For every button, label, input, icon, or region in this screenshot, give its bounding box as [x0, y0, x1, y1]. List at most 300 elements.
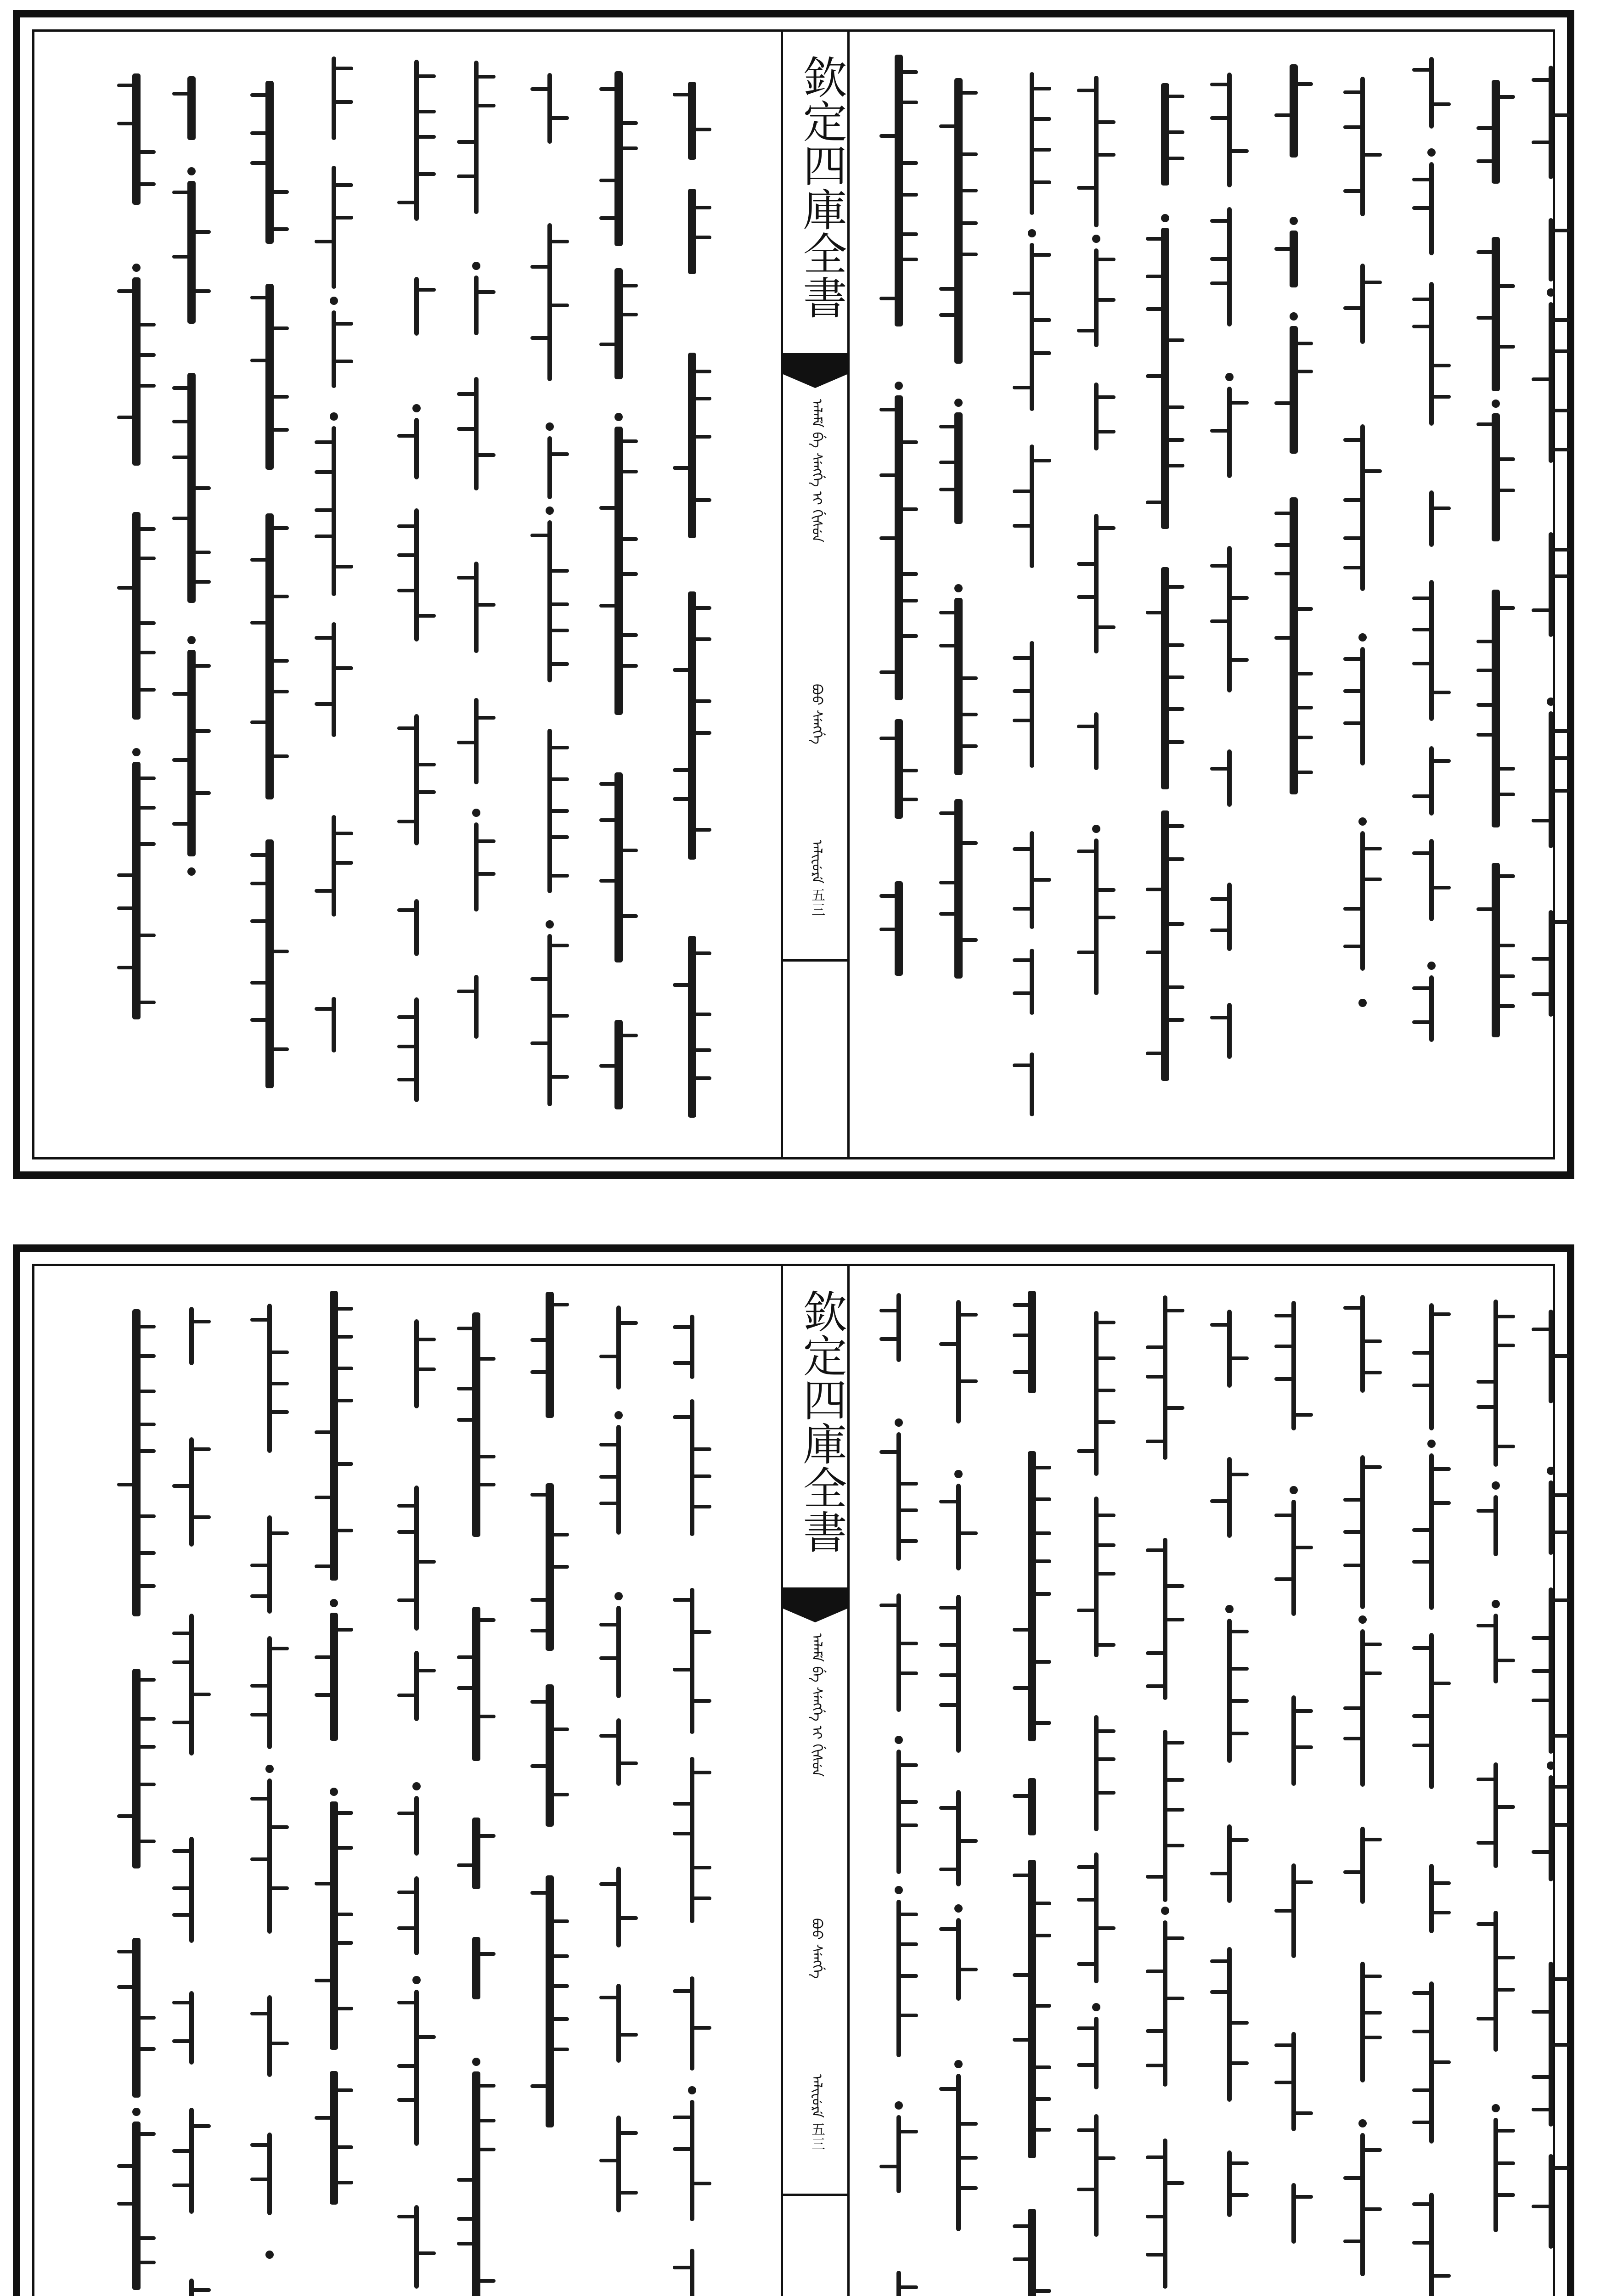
- script-word: [1224, 1619, 1235, 1763]
- script-word: [613, 1020, 624, 1109]
- script-word: [613, 1425, 624, 1535]
- script-word: [1357, 1827, 1368, 1904]
- script-word: [1545, 1310, 1556, 1403]
- punctuation-mark: [1357, 633, 1368, 644]
- script-word: [613, 268, 624, 379]
- script-word: [1490, 2118, 1501, 2232]
- punctuation-mark: [544, 506, 555, 518]
- script-word: [1426, 162, 1437, 255]
- script-word: [613, 1718, 624, 1786]
- script-word: [1426, 839, 1437, 921]
- script-word: [687, 189, 698, 274]
- script-word: [1091, 2114, 1102, 2237]
- script-word: [1288, 231, 1299, 287]
- script-word: [1160, 1295, 1171, 1460]
- page-frame: [32, 1264, 1555, 2296]
- script-word: [1357, 647, 1368, 765]
- script-word: [893, 395, 904, 700]
- script-word: [186, 1991, 197, 2065]
- script-word: [1357, 1629, 1368, 1787]
- script-word: [613, 71, 624, 246]
- script-word: [1288, 2183, 1299, 2244]
- script-word: [131, 73, 142, 205]
- script-word: [1160, 2138, 1171, 2289]
- script-word: [544, 1483, 555, 1651]
- script-word: [1224, 1310, 1235, 1388]
- script-word: [131, 1309, 142, 1616]
- script-word: [1026, 949, 1037, 1015]
- script-word: [1490, 1614, 1501, 1683]
- script-word: [1091, 1497, 1102, 1657]
- script-word: [953, 1918, 964, 2001]
- script-word: [1545, 1775, 1556, 1881]
- script-word: [1288, 1301, 1299, 1430]
- margin-rule: [783, 959, 847, 962]
- script-word: [264, 839, 275, 1088]
- script-word: [893, 1750, 904, 1874]
- script-word: [411, 714, 422, 845]
- script-word: [411, 1990, 422, 2146]
- script-word: [1288, 326, 1299, 454]
- page-spread-top: [13, 10, 1574, 1179]
- script-word: [687, 591, 698, 860]
- punctuation-mark: [186, 867, 197, 878]
- script-word: [687, 353, 698, 538]
- punctuation-mark: [687, 2086, 698, 2097]
- script-word: [411, 277, 422, 336]
- punctuation-mark: [328, 1599, 339, 1610]
- script-word: [1490, 413, 1501, 541]
- script-word: [544, 73, 555, 144]
- script-word: [186, 650, 197, 856]
- script-word: [613, 1867, 624, 1947]
- punctuation-mark: [1426, 962, 1437, 973]
- script-word: [1091, 76, 1102, 227]
- punctuation-mark: [953, 584, 964, 595]
- punctuation-mark: [1490, 400, 1501, 411]
- punctuation-mark: [131, 2108, 142, 2119]
- script-word: [1026, 445, 1037, 568]
- script-word: [544, 223, 555, 381]
- script-word: [264, 81, 275, 244]
- script-word: [1160, 810, 1171, 1081]
- script-word: [186, 1437, 197, 1547]
- script-word: [411, 997, 422, 1102]
- punctuation-mark: [1357, 817, 1368, 828]
- script-word: [1091, 1311, 1102, 1476]
- script-word: [1026, 1451, 1037, 1741]
- script-word: [1426, 2193, 1437, 2296]
- script-word: [471, 276, 482, 335]
- script-word: [687, 82, 698, 160]
- margin-title: 欽定四庫全書: [796, 55, 847, 319]
- script-word: [1224, 1003, 1235, 1059]
- script-word: [544, 1684, 555, 1827]
- script-word: [1545, 1587, 1556, 1754]
- script-word: [893, 2115, 904, 2193]
- script-word: [1545, 302, 1556, 463]
- script-word: [1490, 1495, 1501, 1556]
- script-word: [613, 772, 624, 962]
- script-word: [1357, 77, 1368, 216]
- punctuation-mark: [131, 748, 142, 759]
- script-word: [411, 60, 422, 221]
- punctuation-mark: [1288, 1486, 1299, 1497]
- script-word: [1426, 1303, 1437, 1430]
- script-word: [1357, 1455, 1368, 1609]
- script-word: [893, 881, 904, 976]
- script-word: [893, 719, 904, 819]
- script-word: [1545, 2154, 1556, 2249]
- script-word: [1426, 57, 1437, 129]
- page-spread-bottom: [13, 1244, 1574, 2296]
- script-word: [1026, 243, 1037, 411]
- script-word: [544, 520, 555, 682]
- script-word: [328, 56, 339, 140]
- script-word: [264, 2133, 275, 2215]
- script-word: [328, 310, 339, 388]
- punctuation-mark: [544, 422, 555, 433]
- script-word: [1224, 546, 1235, 692]
- punctuation-mark: [411, 404, 422, 415]
- script-word: [1288, 1500, 1299, 1616]
- script-word: [893, 1293, 904, 1362]
- punctuation-mark: [953, 399, 964, 410]
- script-word: [471, 698, 482, 784]
- script-word: [613, 427, 624, 715]
- punctuation-mark: [1224, 373, 1235, 384]
- script-word: [264, 1995, 275, 2077]
- script-word: [1545, 218, 1556, 281]
- script-word: [1224, 1824, 1235, 1903]
- script-word: [1224, 73, 1235, 187]
- script-word: [471, 2071, 482, 2296]
- script-word: [1224, 1947, 1235, 2102]
- script-word: [264, 1778, 275, 1934]
- script-word: [186, 1307, 197, 1365]
- script-word: [687, 1976, 698, 2071]
- margin-leaf-number: ᠠᠯᡳᡶᡠᡵᡝ 五三: [809, 840, 825, 917]
- script-word: [613, 1606, 624, 1698]
- script-word: [1091, 514, 1102, 653]
- punctuation-mark: [186, 636, 197, 647]
- script-word: [687, 1588, 698, 1734]
- script-word: [1288, 1695, 1299, 1786]
- script-word: [1026, 72, 1037, 215]
- script-word: [1026, 641, 1037, 768]
- margin-leaf-number: ᠠᠯᡳᡶᡠᡵᡝ 五三: [809, 2074, 825, 2152]
- script-word: [1288, 2032, 1299, 2131]
- script-word: [264, 513, 275, 799]
- script-word: [1026, 831, 1037, 929]
- script-word: [893, 1593, 904, 1712]
- script-word: [1545, 66, 1556, 179]
- script-word: [1490, 1762, 1501, 1868]
- script-word: [613, 1984, 624, 2063]
- script-word: [1426, 1864, 1437, 1933]
- script-word: [186, 2108, 197, 2214]
- script-word: [411, 1796, 422, 1856]
- script-word: [1288, 497, 1299, 794]
- punctuation-mark: [1091, 825, 1102, 836]
- script-word: [544, 1875, 555, 2127]
- script-word: [411, 418, 422, 479]
- punctuation-mark: [893, 382, 904, 393]
- punctuation-mark: [411, 1782, 422, 1793]
- script-word: [953, 78, 964, 364]
- punctuation-mark: [471, 809, 482, 820]
- script-word: [1490, 80, 1501, 184]
- script-word: [1426, 1453, 1437, 1610]
- punctuation-mark: [893, 1886, 904, 1897]
- script-word: [1091, 1852, 1102, 1983]
- punctuation-mark: [893, 2101, 904, 2112]
- script-word: [328, 622, 339, 737]
- script-word: [1026, 2209, 1037, 2296]
- punctuation-mark: [1490, 1600, 1501, 1611]
- script-word: [1426, 975, 1437, 1042]
- margin-section: ᠪᠣᠣ ᠰᡝᠩᡤᡝ: [809, 1918, 825, 1979]
- script-word: [1160, 228, 1171, 529]
- script-word: [687, 2100, 698, 2221]
- script-word: [131, 762, 142, 1019]
- punctuation-mark: [1357, 1615, 1368, 1626]
- script-word: [411, 1486, 422, 1631]
- script-word: [613, 2116, 624, 2212]
- script-word: [1091, 383, 1102, 450]
- script-word: [1224, 883, 1235, 951]
- punctuation-mark: [1357, 2119, 1368, 2130]
- script-word: [953, 1484, 964, 1570]
- punctuation-mark: [1160, 214, 1171, 225]
- script-word: [1545, 532, 1556, 637]
- script-word: [1357, 1295, 1368, 1393]
- script-word: [264, 1515, 275, 1614]
- punctuation-mark: [613, 413, 624, 424]
- script-word: [893, 1432, 904, 1561]
- script-word: [1224, 207, 1235, 326]
- script-word: [1545, 711, 1556, 848]
- script-word: [1160, 1538, 1171, 1700]
- punctuation-mark: [1426, 148, 1437, 159]
- script-word: [264, 1636, 275, 1749]
- punctuation-mark: [328, 1788, 339, 1799]
- script-word: [186, 181, 197, 324]
- punctuation-mark: [1490, 1481, 1501, 1492]
- script-word: [471, 1818, 482, 1889]
- script-word: [328, 1613, 339, 1741]
- script-word: [328, 1801, 339, 2050]
- script-word: [186, 1837, 197, 1943]
- punctuation-mark: [613, 1411, 624, 1422]
- script-word: [186, 373, 197, 603]
- page-frame: [32, 29, 1555, 1159]
- punctuation-mark: [131, 264, 142, 275]
- script-word: [264, 1304, 275, 1453]
- script-word: [1426, 1633, 1437, 1789]
- script-word: [893, 2271, 904, 2296]
- margin-volume-title: ᠠᠯᠠᠮᡝ ᠪᡝ ᠰᡝᠩᡤᡝ ᡳ ᡤᡳᠰᡠᠨ: [809, 1633, 825, 1777]
- punctuation-mark: [893, 1736, 904, 1747]
- script-word: [186, 1614, 197, 1756]
- margin-section: ᠪᠣᠣ ᠰᡝᠩᡤᡝ: [809, 684, 825, 744]
- script-word: [411, 1876, 422, 1955]
- script-word: [613, 1306, 624, 1390]
- punctuation-mark: [953, 1904, 964, 1915]
- script-word: [953, 799, 964, 979]
- script-word: [1091, 2017, 1102, 2089]
- script-word: [893, 55, 904, 326]
- script-word: [687, 1399, 698, 1536]
- script-word: [186, 2279, 197, 2296]
- punctuation-mark: [328, 297, 339, 308]
- punctuation-mark: [1426, 1440, 1437, 1451]
- punctuation-mark: [544, 920, 555, 931]
- script-word: [328, 166, 339, 289]
- script-word: [1026, 1778, 1037, 1835]
- punctuation-mark: [893, 1418, 904, 1429]
- script-word: [131, 2122, 142, 2290]
- script-word: [1357, 2133, 1368, 2276]
- script-word: [1426, 282, 1437, 426]
- punctuation-mark: [613, 1592, 624, 1603]
- punctuation-mark: [1545, 1761, 1556, 1773]
- script-word: [186, 76, 197, 140]
- script-word: [131, 1669, 142, 1868]
- center-margin: [781, 1266, 850, 2296]
- script-word: [1490, 237, 1501, 391]
- punctuation-mark: [1545, 288, 1556, 299]
- script-word: [1490, 1300, 1501, 1467]
- script-word: [328, 997, 339, 1052]
- script-word: [687, 2249, 698, 2296]
- script-word: [411, 1651, 422, 1721]
- punctuation-mark: [1160, 1907, 1171, 1918]
- punctuation-mark: [1288, 217, 1299, 228]
- punctuation-mark: [328, 412, 339, 423]
- punctuation-mark: [953, 1470, 964, 1481]
- script-word: [1545, 910, 1556, 1017]
- punctuation-mark: [1091, 235, 1102, 246]
- script-word: [411, 508, 422, 642]
- script-word: [1026, 1860, 1037, 2158]
- script-word: [1160, 1920, 1171, 2087]
- punctuation-mark: [1224, 1605, 1235, 1616]
- script-word: [687, 936, 698, 1118]
- script-word: [953, 1300, 964, 1424]
- script-word: [264, 284, 275, 470]
- script-word: [953, 2074, 964, 2231]
- punctuation-mark: [1545, 698, 1556, 709]
- script-word: [471, 822, 482, 912]
- script-word: [328, 1291, 339, 1581]
- script-word: [1026, 1291, 1037, 1393]
- script-word: [131, 1938, 142, 2098]
- script-word: [328, 2071, 339, 2205]
- punctuation-mark: [186, 167, 197, 178]
- margin-title: 欽定四庫全書: [796, 1289, 847, 1553]
- punctuation-mark: [471, 2058, 482, 2069]
- script-word: [411, 2205, 422, 2289]
- script-word: [471, 562, 482, 653]
- script-word: [1357, 831, 1368, 971]
- punctuation-mark: [1288, 312, 1299, 323]
- script-word: [687, 1315, 698, 1379]
- script-word: [1224, 1457, 1235, 1538]
- script-word: [1545, 1962, 1556, 2127]
- center-margin: [781, 32, 850, 1157]
- script-word: [544, 934, 555, 1106]
- script-word: [1288, 1863, 1299, 1958]
- punctuation-mark: [411, 1976, 422, 1987]
- script-word: [687, 1757, 698, 1923]
- punctuation-mark: [953, 2060, 964, 2071]
- script-word: [1224, 387, 1235, 478]
- script-word: [1091, 248, 1102, 347]
- punctuation-mark: [1490, 2104, 1501, 2115]
- script-word: [1091, 838, 1102, 995]
- script-word: [893, 1900, 904, 2057]
- script-word: [1160, 567, 1171, 789]
- script-word: [1426, 490, 1437, 547]
- script-word: [1160, 83, 1171, 186]
- script-word: [1426, 580, 1437, 721]
- script-word: [471, 1312, 482, 1537]
- script-word: [953, 598, 964, 775]
- fishtail-ornament: [783, 1587, 847, 1609]
- script-word: [411, 1319, 422, 1408]
- script-word: [1160, 1730, 1171, 1902]
- script-word: [1357, 1962, 1368, 2082]
- script-word: [471, 377, 482, 490]
- script-word: [328, 815, 339, 917]
- script-word: [1490, 1911, 1501, 2052]
- script-word: [471, 975, 482, 1039]
- script-word: [131, 512, 142, 720]
- margin-volume-title: ᠠᠯᠠᠮᡝ ᠪᡝ ᠰᡝᠩᡤᡝ ᡳ ᡤᡳᠰᡠᠨ: [809, 399, 825, 543]
- script-word: [953, 1790, 964, 1886]
- script-word: [1490, 590, 1501, 827]
- punctuation-mark: [264, 1765, 275, 1776]
- punctuation-mark: [1545, 1467, 1556, 1478]
- script-word: [1490, 863, 1501, 1037]
- script-word: [1091, 712, 1102, 770]
- script-word: [1026, 1052, 1037, 1116]
- punctuation-mark: [471, 262, 482, 273]
- script-word: [544, 1292, 555, 1418]
- script-word: [544, 729, 555, 893]
- script-word: [1224, 749, 1235, 807]
- punctuation-mark: [1357, 999, 1368, 1010]
- script-word: [1426, 746, 1437, 816]
- script-word: [544, 436, 555, 499]
- script-word: [953, 1595, 964, 1753]
- script-word: [1357, 264, 1368, 344]
- script-word: [328, 426, 339, 596]
- script-word: [471, 1607, 482, 1761]
- script-word: [131, 277, 142, 466]
- script-word: [1288, 64, 1299, 158]
- script-word: [471, 1937, 482, 1999]
- script-word: [1224, 2150, 1235, 2217]
- script-word: [1091, 1715, 1102, 1831]
- margin-rule: [783, 2194, 847, 2196]
- script-word: [411, 899, 422, 956]
- punctuation-mark: [1091, 2003, 1102, 2014]
- script-word: [953, 412, 964, 524]
- script-word: [471, 61, 482, 214]
- script-word: [1426, 1981, 1437, 2144]
